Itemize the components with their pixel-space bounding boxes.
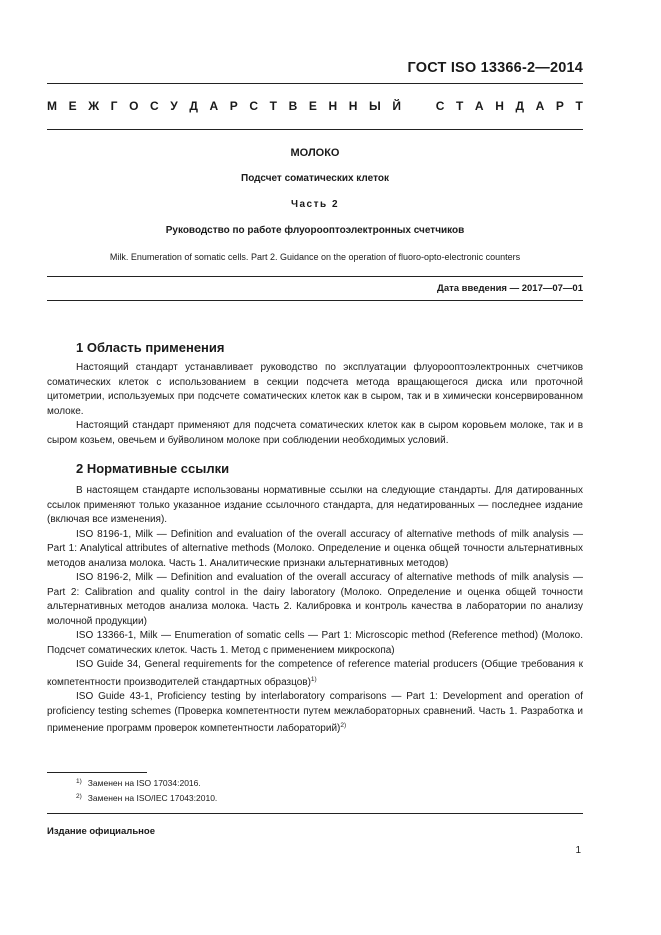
footnote-text: Заменен на ISO 17034:2016. <box>87 778 201 788</box>
introduction-date: Дата введения — 2017—07—01 <box>437 283 583 294</box>
reference-text: ISO Guide 43-1, Proficiency testing by interlaboratory comparisons — Part 1: Development and operation of proficiency testing schemes (Проверка компетентности путем межлабораторных сравнений. Часть 1. Разработка и применение программ проверок компетентности лабораторий) <box>47 691 583 734</box>
reference-item <box>47 658 583 690</box>
heading-letter: М <box>47 99 57 113</box>
section-2-body <box>47 484 583 737</box>
document-title: МОЛОКО <box>290 147 340 159</box>
footnote-rule <box>47 772 147 773</box>
heading-letter: О <box>129 99 139 113</box>
reference-text: ISO Guide 34, General requirements for the competence of reference material producers (Общие требования к компетентности производителей стандартных образцов) <box>47 659 583 688</box>
heading-rule <box>47 129 583 130</box>
heading-letter: Д <box>515 99 525 113</box>
english-title: Milk. Enumeration of somatic cells. Part 2. Guidance on the operation of fluoro-opto-electronic counters <box>109 252 521 262</box>
heading-letter: А <box>209 99 219 113</box>
document-code: ГОСТ ISO 13366-2—2014 <box>407 60 583 76</box>
heading-letter: В <box>288 99 298 113</box>
footnote-ref: 1) <box>310 675 317 683</box>
footer-rule <box>47 813 583 814</box>
interstate-standard-heading <box>47 99 583 113</box>
heading-letter: Т <box>455 99 464 113</box>
heading-letter: Ы <box>368 99 381 113</box>
heading-letter: А <box>474 99 484 113</box>
heading-letter: Р <box>229 99 238 113</box>
reference-item <box>47 690 583 737</box>
page-number: 1 <box>575 845 581 856</box>
footnote-text: Заменен на ISO/IEC 17043:2010. <box>87 793 218 803</box>
heading-letter: Е <box>68 99 77 113</box>
heading-letter: Н <box>328 99 338 113</box>
heading-letter: С <box>150 99 159 113</box>
footnote-mark: 2) <box>76 793 82 800</box>
paragraph: Настоящий стандарт применяют для подсчета соматических клеток как в сыром коровьем молоке, так и в сыром козьем, овечьем и буйволином молоке при соблюдении необходимых условий. <box>47 420 583 446</box>
title-rule <box>47 276 583 277</box>
footnote-ref: 2) <box>340 722 347 729</box>
heading-letter: Е <box>308 99 317 113</box>
footnote-2 <box>76 793 217 803</box>
heading-letter: Н <box>348 99 358 113</box>
section-1-body <box>47 361 583 448</box>
heading-letter: У <box>170 99 178 113</box>
heading-letter: Т <box>575 99 583 113</box>
heading-letter: С <box>249 99 259 113</box>
footnote-mark: 1) <box>76 778 82 785</box>
paragraph: В настоящем стандарте использованы нормативные ссылки на следующие стандарты. Для датированных ссылок применяют только указанное издание ссылочного стандарта, для недатированных — последнее издание (включая все изменения). <box>47 485 583 525</box>
document-subtitle: Подсчет соматических клеток <box>241 173 389 184</box>
heading-letter: Г <box>110 99 118 113</box>
official-edition-label: Издание официальное <box>47 826 155 837</box>
header-rule <box>47 83 583 84</box>
heading-letter: Н <box>495 99 504 113</box>
heading-letter: Й <box>392 99 401 113</box>
reference-item: ISO 13366-1, Milk — Enumeration of somatic cells — Part 1: Microscopic method (Reference method) (Молоко. Подсчет соматических клеток. Часть 1. Метод с применением микроскопа) <box>47 630 583 656</box>
heading-letter: С <box>435 99 445 113</box>
paragraph: Настоящий стандарт устанавливает руководство по эксплуатации флуороoптоэлектронных счетчиков соматических клеток с использованием в секции подсчета метода вращающегося диска или проточной цитометрии, используемых при подсчете соматических клеток как в сыром, так и в химически консервированном молоке. <box>47 362 583 417</box>
section-1-heading: 1 Область применения <box>76 340 225 355</box>
heading-letter: А <box>535 99 545 113</box>
reference-item: ISO 8196-1, Milk — Definition and evaluation of the overall accuracy of alternative methods of milk analysis — Part 1: Analytical attributes of alternative methods (Молоко. Определение и оценка общей точности альтернативных методов анализа молока. Часть 1. Аналитические признаки альтернативных методов) <box>47 528 583 569</box>
footnote-1 <box>76 778 201 788</box>
section-2-heading: 2 Нормативные ссылки <box>76 461 230 476</box>
document-part: Часть 2 <box>290 199 340 210</box>
heading-letter: Д <box>189 99 198 113</box>
heading-letter: Т <box>269 99 277 113</box>
heading-letter: Р <box>555 99 564 113</box>
date-rule <box>47 300 583 301</box>
reference-item: ISO 8196-2, Milk — Definition and evaluation of the overall accuracy of alternative methods of milk analysis — Part 2: Calibration and quality control in the dairy laboratory (Молоко. Определение и оценка общей точности альтернативных методов анализа молока. Часть 2. Калибровка и контроль качества в лаборатории по анализу молочной продукции) <box>47 572 583 627</box>
heading-letter: Ж <box>88 99 100 113</box>
document-part-title: Руководство по работе флуороoптоэлектронных счетчиков <box>165 225 465 236</box>
